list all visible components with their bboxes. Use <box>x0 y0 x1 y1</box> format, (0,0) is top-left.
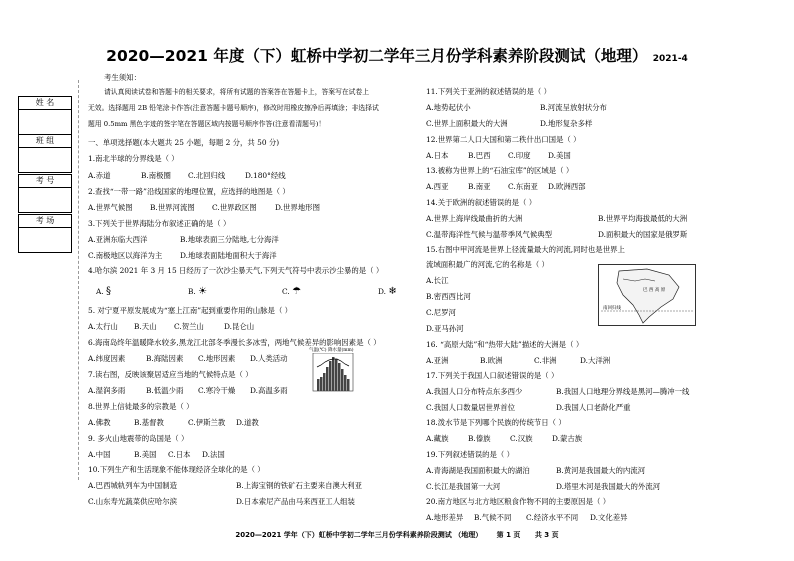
option[interactable]: D.我国人口老龄化严重 <box>556 403 631 412</box>
climate-chart-label: 气温(℃) 降水量(mm) <box>309 348 354 353</box>
option[interactable]: C.温带海洋性气候与温带季风气候典型 <box>426 230 552 239</box>
notice-heading: 考生须知： <box>104 73 141 82</box>
cut-line <box>78 80 79 480</box>
notice-line-3: 题用 0.5mm 黑色字迹的签字笔在答题区域内按题号顺序作答(注意看清题号)！ <box>88 120 326 128</box>
question: 16. “高原大陆”和“热带大陆”描述的大洲是（ ） <box>426 340 584 349</box>
option[interactable]: B.世界河流图 <box>150 203 195 212</box>
sun-icon: ☀ <box>198 286 208 297</box>
question: 2.查找“一带一路”沿线国家的地理位置，应选择的地图是（ ） <box>88 187 290 196</box>
title-text: 2020—2021 年度（下）虹桥中学初二学年三月份学科素养阶段测试（地理） <box>106 47 648 65</box>
climate-chart <box>309 347 357 393</box>
question: 9. 多火山地震带的岛国是（ ） <box>88 434 189 443</box>
option[interactable]: D.欧洲西部 <box>548 182 586 191</box>
footer-text: 2020—2021 学年（下）虹桥中学初二学年三月份学科素养阶段测试 （地理） <box>235 531 483 539</box>
option[interactable]: D.高温多雨 <box>250 386 288 395</box>
question-continued: 流域面积最广的河流,它的名称是（ ） <box>426 260 549 269</box>
option[interactable]: B.地球表面三分陆地,七分海洋 <box>180 235 279 244</box>
option[interactable]: A.亚洲东临大西洋 <box>88 235 148 244</box>
option[interactable]: B.海陆因素 <box>146 354 184 363</box>
option[interactable]: A.亚洲 <box>426 356 449 365</box>
option[interactable]: A. § <box>96 286 112 297</box>
option[interactable]: C.日本 <box>168 450 191 459</box>
option[interactable]: C.非洲 <box>534 356 557 365</box>
question: 5. 对宁夏平原发展成为“塞上江南”起到重要作用的山脉是（ ） <box>88 306 293 315</box>
option[interactable]: C.北回归线 <box>188 171 226 180</box>
footer-total: 共 3 页 <box>534 531 559 539</box>
option[interactable]: D.面积最大的国家是俄罗斯 <box>598 230 688 239</box>
option[interactable]: A.中国 <box>88 450 111 459</box>
option[interactable]: C.东南亚 <box>508 182 538 191</box>
option[interactable]: C.世界上面积最大的大洲 <box>426 119 508 128</box>
option[interactable]: B.上海宝钢的铁矿石主要来自澳大利亚 <box>236 481 363 490</box>
option[interactable]: C.经济水平不同 <box>526 513 579 522</box>
option[interactable]: B.南极圈 <box>141 171 171 180</box>
option[interactable]: B.美国 <box>134 450 157 459</box>
page-title <box>0 44 794 66</box>
option[interactable]: D.地形复杂多样 <box>540 119 593 128</box>
option[interactable]: A.世界上海岸线最曲折的大洲 <box>426 214 523 223</box>
question: 4.哈尔滨 2021 年 3 月 15 日经历了一次沙尘暴天气,下列天气符号中表示沙尘暴的是（ ） <box>88 266 384 275</box>
question: 1.南北半球的分界线是（ ） <box>88 154 179 163</box>
room-box <box>18 214 72 253</box>
title-date: 2021-4 <box>652 54 688 64</box>
option[interactable]: D.日本索尼产品由马来西亚工人组装 <box>236 497 355 506</box>
option[interactable]: D.美国 <box>548 151 571 160</box>
page-footer <box>0 530 794 540</box>
option[interactable]: B.世界平均海拔最低的大洲 <box>598 214 688 223</box>
map-label-tropic: 南回归线 <box>603 306 621 311</box>
option[interactable]: C.贺兰山 <box>174 322 204 331</box>
option[interactable]: D.世界地形图 <box>275 203 320 212</box>
question: 11.下列关于亚洲的叙述错误的是（ ） <box>426 87 551 96</box>
option[interactable]: D.大洋洲 <box>580 356 611 365</box>
question: 17.下列关于我国人口叙述错误的是（ ） <box>426 371 559 380</box>
section-heading: 一、单项选择题(本大题共 25 小题，每题 2 分，共 50 分) <box>88 138 280 147</box>
footer-page: 第 1 页 <box>496 531 521 539</box>
option[interactable]: A.佛教 <box>88 418 111 427</box>
option[interactable]: A.纬度因素 <box>88 354 126 363</box>
option[interactable]: B.河流呈放射状分布 <box>540 103 607 112</box>
question: 20.南方地区与北方地区粮食作物不同的主要原因是（ ） <box>426 497 611 506</box>
option[interactable]: A.地势起伏小 <box>426 103 471 112</box>
question: 12.世界第二人口大国和第二秩什出口国是（ ） <box>426 135 581 144</box>
option[interactable]: A.巴西城轨列车为中国制造 <box>88 481 177 490</box>
notice-line-1: 请认真阅读试卷和答题卡的相关要求，将所有试题的答案答在答题卡上，答案写在试卷上 <box>104 88 370 96</box>
option[interactable]: A.长江 <box>426 276 449 285</box>
option[interactable]: C.山东寿光蔬菜供应哈尔滨 <box>88 497 178 506</box>
option[interactable]: D.昆仑山 <box>224 322 255 331</box>
option[interactable]: B. ☀ <box>188 286 208 297</box>
name-field[interactable] <box>19 110 71 134</box>
notice-line-2: 无效。选择题用 2B 铅笔涂卡作答(注意答题卡题号顺序)，修改时用橡皮擦净后再填涂；非选择试 <box>88 104 379 112</box>
option[interactable]: C. ☂ <box>282 286 302 297</box>
option[interactable]: B.巴西 <box>468 151 491 160</box>
option[interactable]: A.西亚 <box>426 182 449 191</box>
question: 14.关于欧洲的叙述错误的是（ ） <box>426 198 537 207</box>
option[interactable]: D.道教 <box>236 418 259 427</box>
class-field[interactable] <box>19 148 71 172</box>
option[interactable]: A.我国人口分布特点东多西少 <box>426 387 523 396</box>
option[interactable]: C.寒冷干燥 <box>198 386 236 395</box>
exam-no-box <box>18 174 72 213</box>
option[interactable]: A.湿润多雨 <box>88 386 126 395</box>
option[interactable]: D.180°经线 <box>245 171 286 180</box>
option[interactable]: C.南极地区以海洋为主 <box>88 251 163 260</box>
question: 6.海南岛终年温暖降水较多,黑龙江北部冬季漫长多冰雪，两地气候差异的影响因素是（ ） <box>88 338 381 347</box>
question: 13.被称为世界上的“石油宝库”的区域是（ ） <box>426 166 574 175</box>
option[interactable]: C.地形因素 <box>198 354 236 363</box>
option[interactable]: C.尼罗河 <box>426 308 456 317</box>
room-field[interactable] <box>19 228 71 252</box>
option[interactable]: A.世界气候图 <box>88 203 133 212</box>
name-box <box>18 96 72 135</box>
option[interactable]: C.长江是我国第一大河 <box>426 482 501 491</box>
question: 19.下列叙述错误的是（ ） <box>426 450 515 459</box>
option[interactable]: B.低温少雨 <box>146 386 184 395</box>
option[interactable]: D.亚马孙河 <box>426 324 464 333</box>
option[interactable]: A.太行山 <box>88 322 118 331</box>
question: 10.下列生产和生活现象不能体现经济全球化的是（ ） <box>88 465 265 474</box>
option[interactable]: D.文化差异 <box>590 513 628 522</box>
dust-symbol-icon: § <box>106 286 112 297</box>
option[interactable]: A.日本 <box>426 151 449 160</box>
exam-no-label: 考 号 <box>19 175 71 188</box>
option[interactable]: C.世界政区图 <box>212 203 257 212</box>
option[interactable]: D. ❄ <box>378 286 397 297</box>
class-label: 班 组 <box>19 135 71 148</box>
option[interactable]: B.密西西比河 <box>426 292 471 301</box>
map-graphic <box>599 265 695 325</box>
south-america-map <box>598 264 696 326</box>
option[interactable]: A.青海湖是我国面积最大的湖泊 <box>426 466 530 475</box>
map-label-plateau: 巴 西 高 原 <box>643 288 666 293</box>
option[interactable]: D.蒙古族 <box>552 434 583 443</box>
option[interactable]: C.伊斯兰教 <box>188 418 226 427</box>
option[interactable]: B.气候不同 <box>474 513 512 522</box>
room-label: 考 场 <box>19 215 71 228</box>
snow-icon: ❄ <box>388 286 397 297</box>
option[interactable]: B.天山 <box>134 322 157 331</box>
option[interactable]: D.人类活动 <box>250 354 288 363</box>
question: 8.世界上信徒最多的宗教是（ ） <box>88 402 194 411</box>
question: 7.读右图，反映该聚居适应当地的气候特点是（ ） <box>88 370 253 379</box>
option[interactable]: B.我国人口地理分界线是黑河—腾冲一线 <box>556 387 690 396</box>
option[interactable]: B.傣族 <box>468 434 491 443</box>
option[interactable]: D.塔里木河是我国最大的外流河 <box>556 482 661 491</box>
option[interactable]: D.法国 <box>202 450 225 459</box>
option[interactable]: A.地形差异 <box>426 513 464 522</box>
option[interactable]: B.黄河是我国最大的内流河 <box>556 466 646 475</box>
option[interactable]: B.南亚 <box>468 182 491 191</box>
class-box <box>18 134 72 173</box>
option[interactable]: A.赤道 <box>88 171 111 180</box>
exam-no-field[interactable] <box>19 188 71 212</box>
option[interactable]: C.汉族 <box>510 434 533 443</box>
option[interactable]: B.欧洲 <box>480 356 503 365</box>
climate-chart-graphic <box>309 353 357 393</box>
option[interactable]: C.我国人口数量居世界首位 <box>426 403 516 412</box>
cloud-rain-icon: ☂ <box>292 286 302 297</box>
question: 15.右图中甲河流是世界上径流量最大的河流,同时也是世界上 <box>426 245 625 254</box>
option[interactable]: D.地球表面陆地面积大于海洋 <box>180 251 277 260</box>
option[interactable]: B.基督教 <box>134 418 164 427</box>
option[interactable]: C.印度 <box>508 151 531 160</box>
question: 18.泼水节是下列哪个民族的传统节日（ ） <box>426 418 566 427</box>
option[interactable]: A.藏族 <box>426 434 449 443</box>
question: 3.下列关于世界海陆分布叙述正确的是（ ） <box>88 219 231 228</box>
name-label: 姓 名 <box>19 97 71 110</box>
